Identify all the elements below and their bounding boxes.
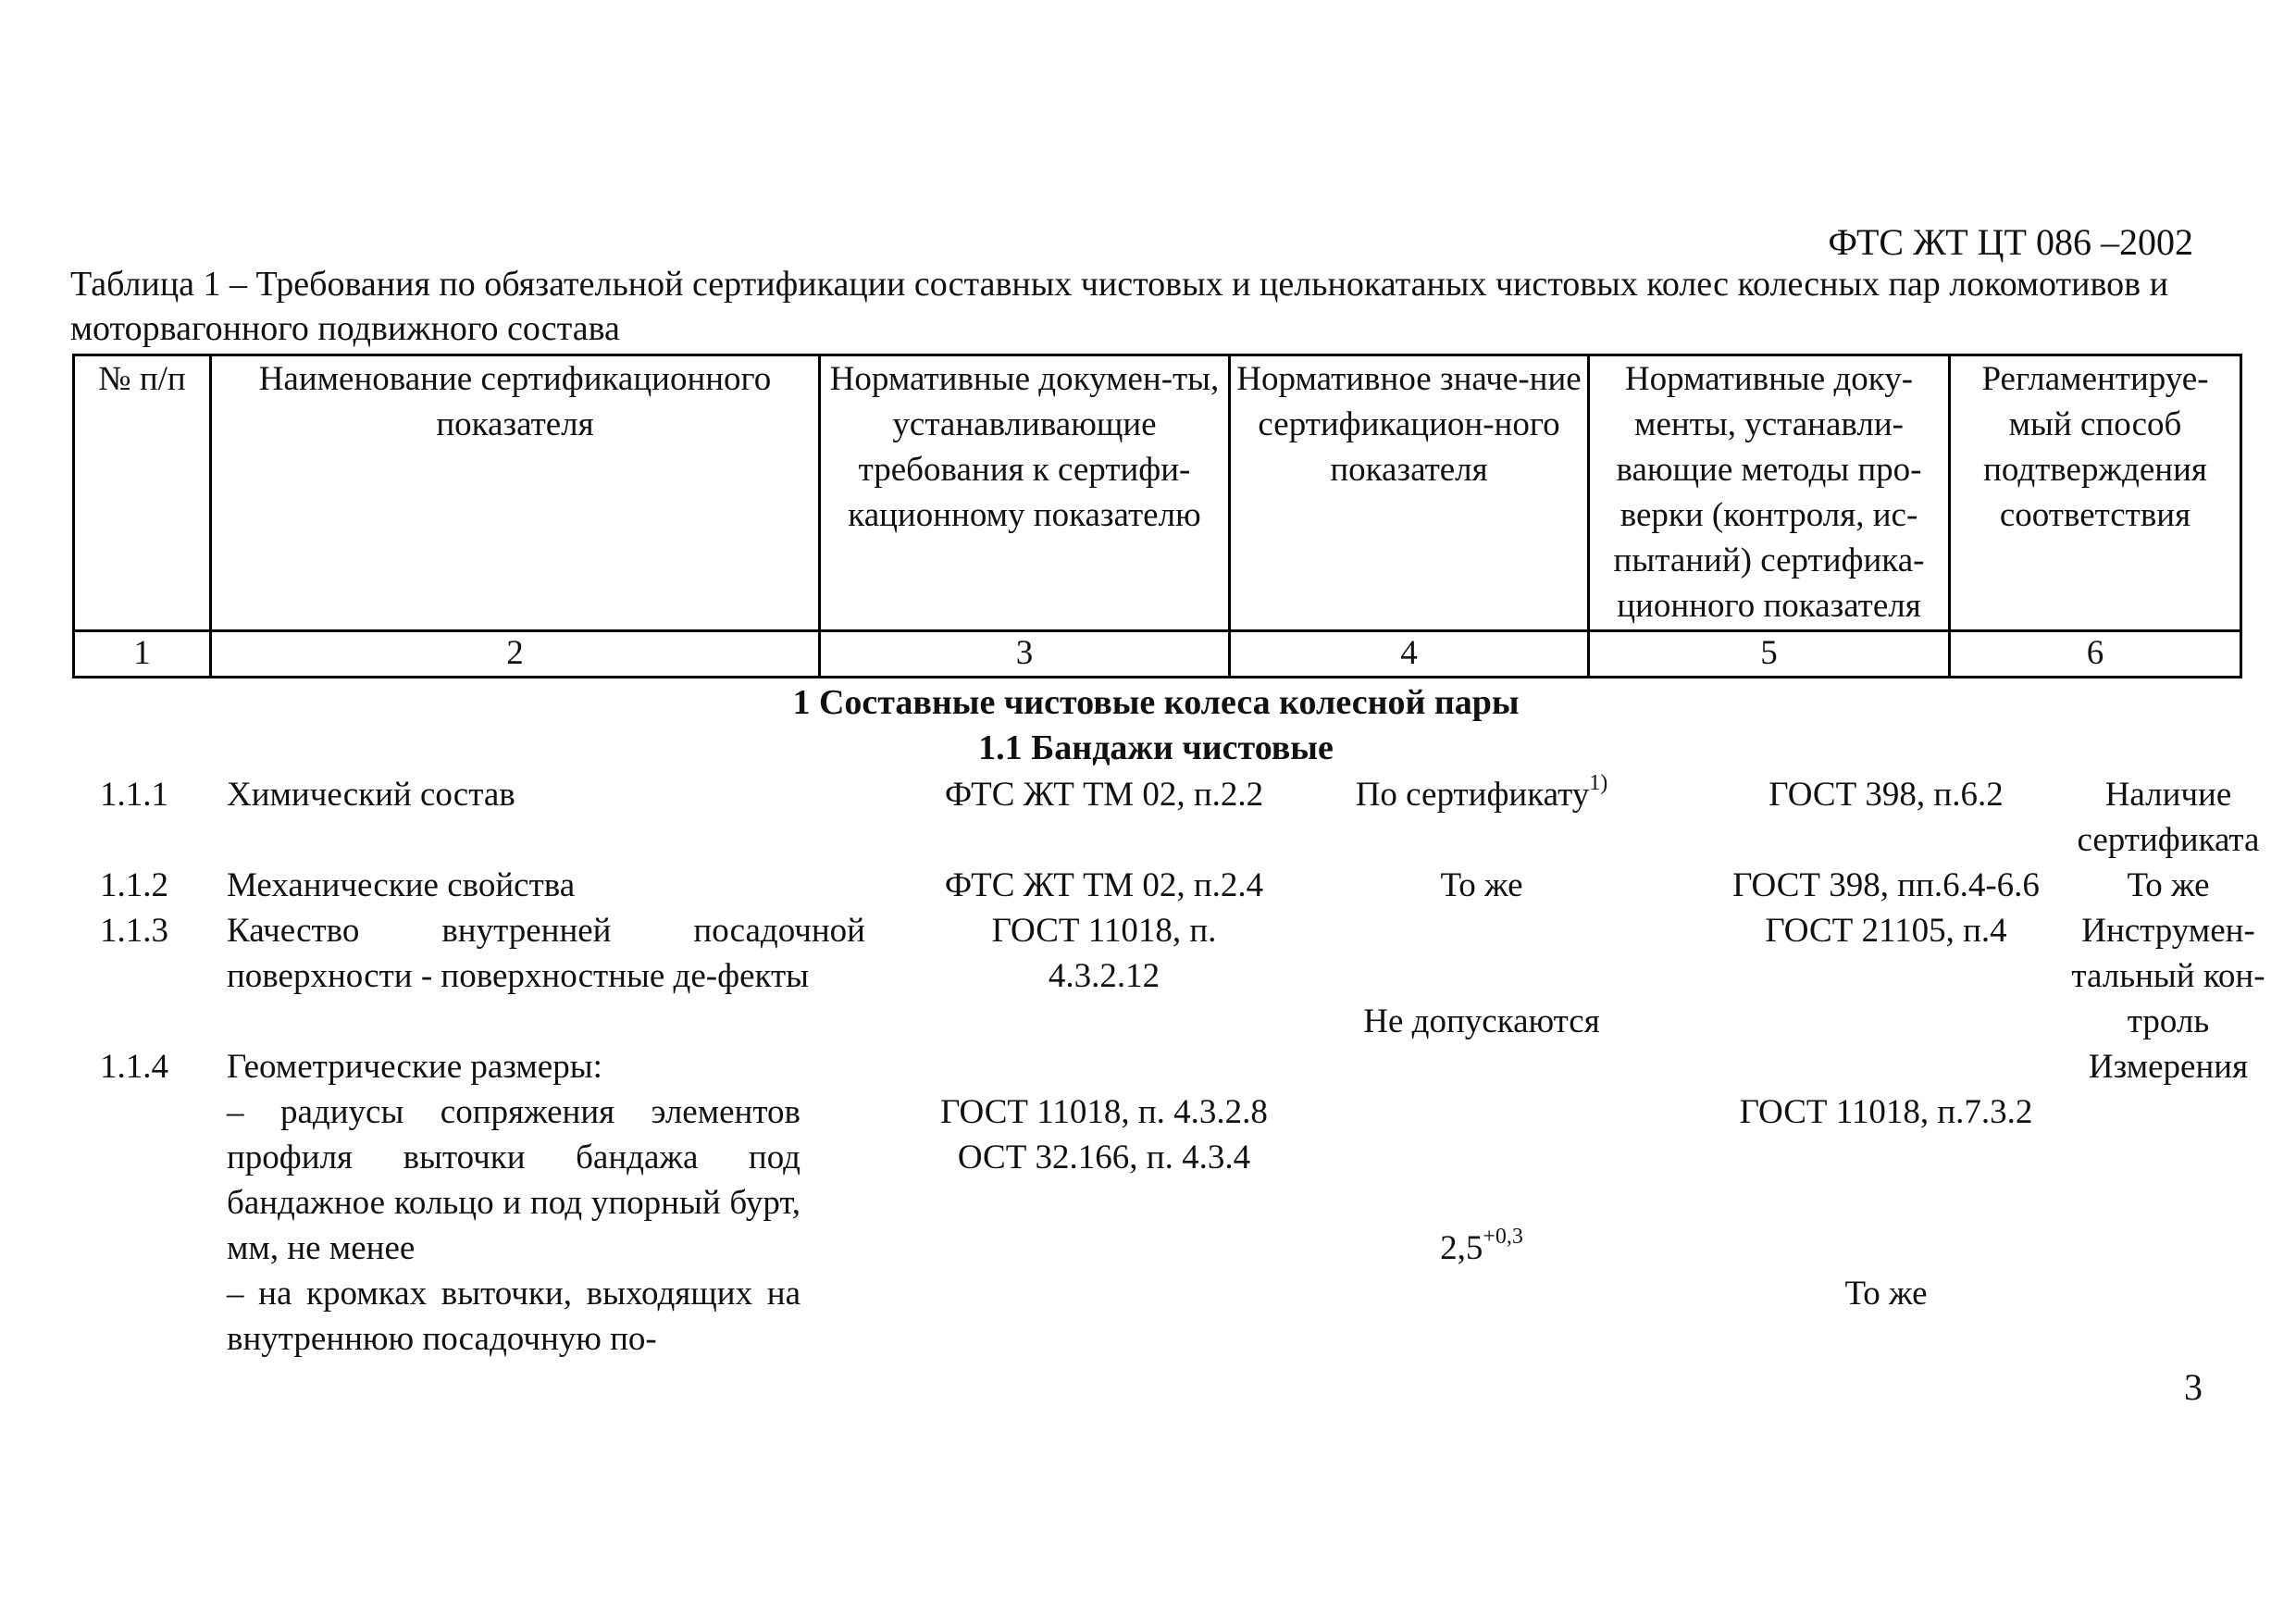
test-method: ГОСТ 21105, п.4 bbox=[1765, 912, 2007, 950]
test-method: То же bbox=[1844, 1275, 1928, 1313]
norm-value: Не допускаются bbox=[1363, 1002, 1600, 1040]
norm-value-text: 2,5 bbox=[1440, 1229, 1483, 1267]
requirements-table-header bbox=[72, 354, 2242, 678]
col-number: 1 bbox=[74, 631, 211, 678]
indicator-name: – радиусы сопряжения элементов профиля выточки бандажа под бандажное кольцо и под упорный бурт, мм, не менее bbox=[227, 1093, 800, 1267]
col-number: 4 bbox=[1230, 631, 1589, 678]
confirmation: Измерения bbox=[2088, 1048, 2249, 1086]
norm-value bbox=[1232, 1226, 1731, 1271]
confirmation: То же bbox=[2127, 866, 2210, 904]
test-method: ГОСТ 398, пп.6.4-6.6 bbox=[1732, 866, 2040, 904]
row-number: 1.1.3 bbox=[100, 912, 168, 950]
header-test-methods: Нормативные доку-менты, устанавли-вающие методы про-верки (контроля, ис-пытаний) сертифика-ционного показателя bbox=[1589, 355, 1950, 631]
column-number-row bbox=[74, 631, 2241, 678]
header-row bbox=[74, 355, 2241, 631]
row-number: 1.1.4 bbox=[100, 1048, 168, 1086]
col-number: 5 bbox=[1589, 631, 1950, 678]
norm-doc-line: ГОСТ 11018, п. 4.3.2.8 bbox=[940, 1093, 1268, 1131]
norm-doc: ФТС ЖТ ТМ 02, п.2.2 bbox=[944, 776, 1264, 814]
norm-doc: ФТС ЖТ ТМ 02, п.2.4 bbox=[944, 866, 1264, 904]
section-heading: 1 Составные чистовые колеса колесной пары bbox=[792, 683, 1520, 722]
norm-value: То же bbox=[1440, 866, 1523, 904]
indicator-name: Химический состав bbox=[227, 776, 515, 814]
document-code: ФТС ЖТ ЦТ 086 –2002 bbox=[1828, 221, 2193, 263]
confirmation: Наличие сертификата bbox=[2077, 776, 2260, 859]
norm-doc bbox=[822, 1089, 1386, 1180]
indicator-name: – на кромках выточки, выходящих на внутреннюю посадочную по- bbox=[227, 1275, 800, 1358]
indicator-name: Качество внутренней посадочной поверхности - поверхностные де-фекты bbox=[227, 912, 865, 995]
table-caption: Таблица 1 – Требования по обязательной сертификации составных чистовых и цельнокатаных чистовых колес колесных пар локомотивов и моторвагонного подвижного состава bbox=[70, 265, 2168, 348]
col-number: 6 bbox=[1950, 631, 2241, 678]
subsection-heading: 1.1 Бандажи чистовые bbox=[978, 728, 1334, 767]
test-method: ГОСТ 11018, п.7.3.2 bbox=[1739, 1093, 2033, 1131]
header-indicator-name: Наименование сертификационного показателя bbox=[211, 355, 820, 631]
header-num: № п/п bbox=[74, 355, 211, 631]
confirmation: Инструмен-тальный кон-троль bbox=[2071, 912, 2265, 1040]
norm-doc: ГОСТ 11018, п. 4.3.2.12 bbox=[991, 912, 1217, 995]
norm-doc-line: ОСТ 32.166, п. 4.3.4 bbox=[957, 1139, 1251, 1176]
footnote-mark: 1) bbox=[1589, 770, 1608, 795]
row-number: 1.1.1 bbox=[100, 776, 168, 814]
header-norm-docs: Нормативные докумен-ты, устанавливающие требования к сертифи-кационному показателю bbox=[820, 355, 1230, 631]
indicator-name: Геометрические размеры: bbox=[227, 1048, 602, 1086]
tolerance-mark: +0,3 bbox=[1483, 1224, 1523, 1249]
norm-value-text: По сертификату bbox=[1355, 776, 1590, 814]
indicator-name: Механические свойства bbox=[227, 866, 576, 904]
header-norm-value: Нормативное значе-ние сертификацион-ного показателя bbox=[1230, 355, 1589, 631]
col-number: 3 bbox=[820, 631, 1230, 678]
test-method: ГОСТ 398, п.6.2 bbox=[1769, 776, 2004, 814]
page-number: 3 bbox=[2184, 1366, 2203, 1408]
row-number: 1.1.2 bbox=[100, 866, 168, 904]
col-number: 2 bbox=[211, 631, 820, 678]
header-confirmation: Регламентируе-мый способ подтверждения соответствия bbox=[1950, 355, 2241, 631]
